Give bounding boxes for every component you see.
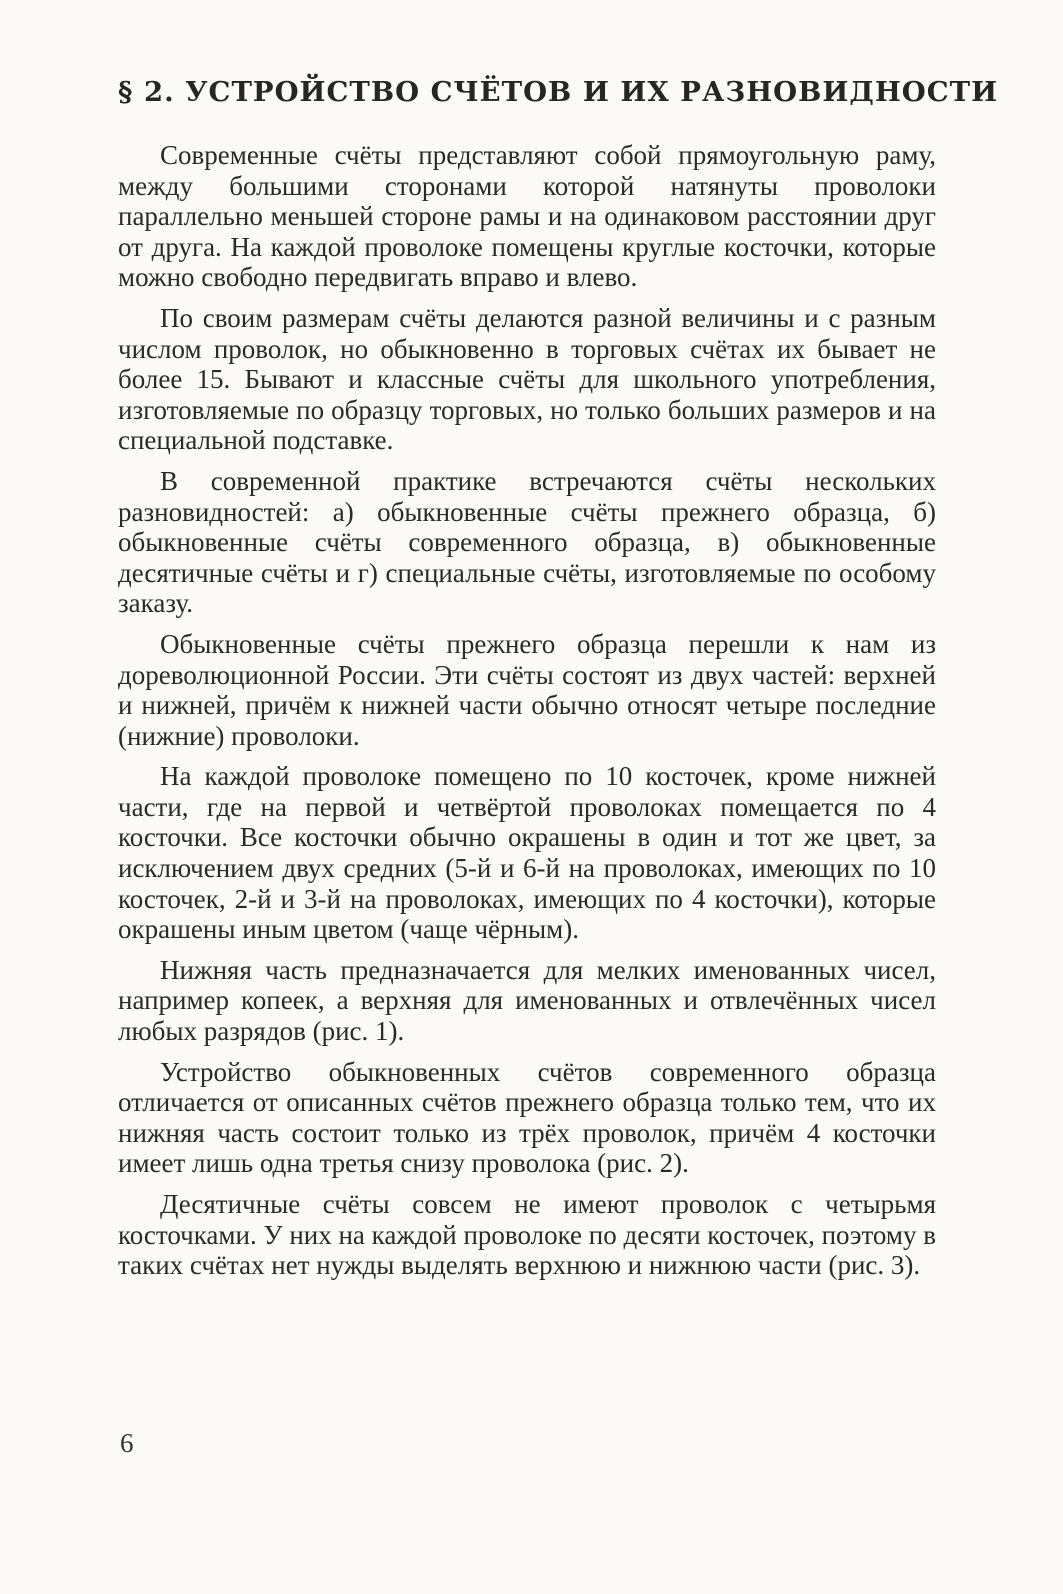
section-heading: § 2. УСТРОЙСТВО СЧЁТОВ И ИХ РАЗНОВИДНОСТИ: [118, 76, 999, 108]
paragraph: По своим размерам счёты делаются разной величины и с разным числом проволок, но обыкновенно в торговых счётах их бывает не более 15. Бывают и классные счёты для школьного употребления, изготовляемые по образцу торговых, но только больших размеров и на специальной подставке.: [118, 302, 936, 456]
paragraph: Десятичные счёты совсем не имеют проволок с четырьмя косточками. У них на каждой проволоке по десяти косточек, поэтому в таких счётах нет нужды выделять верхнюю и нижнюю части (рис. 3).: [118, 1189, 936, 1281]
paragraph: Обыкновенные счёты прежнего образца перешли к нам из дореволюционной России. Эти счёты состоят из двух частей: верхней и нижней, причём к нижней части обычно относят четыре последние (нижние) проволоки.: [118, 628, 936, 751]
paragraph: Современные счёты представляют собой прямоугольную раму, между большими сторонами которой натянуты проволоки параллельно меньшей стороне рамы и на одинаковом расстоянии друг от друга. На каждой проволоке помещены круглые косточки, которые можно свободно передвигать вправо и влево.: [118, 140, 936, 293]
paragraph: Нижняя часть предназначается для мелких именованных чисел, например копеек, а верхняя для именованных и отвлечённых чисел любых разрядов (рис. 1).: [118, 954, 936, 1047]
paragraph: В современной практике встречаются счёты нескольких разновидностей: а) обыкновенные счёты прежнего образца, б) обыкновенные счёты современного образца, в) обыкновенные десятичные счёты и г) специальные счёты, изготовляемые по особому заказу.: [118, 465, 936, 619]
page-number: 6: [120, 1428, 134, 1458]
body-text: [118, 140, 936, 1291]
paragraph: На каждой проволоке помещено по 10 косточек, кроме нижней части, где на первой и четвёртой проволоках помещается по 4 косточки. Все косточки обычно окрашены в один и тот же цвет, за исключением двух средних (5-й и 6-й на проволоках, имеющих по 10 косточек, 2-й и 3-й на проволоках, имеющих по 4 косточки), которые окрашены иным цветом (чаще чёрным).: [118, 761, 936, 945]
paragraph: Устройство обыкновенных счётов современного образца отличается от описанных счётов прежнего образца только тем, что их нижняя часть состоит только из трёх проволок, причём 4 косточки имеет лишь одна третья снизу проволока (рис. 2).: [118, 1056, 936, 1179]
